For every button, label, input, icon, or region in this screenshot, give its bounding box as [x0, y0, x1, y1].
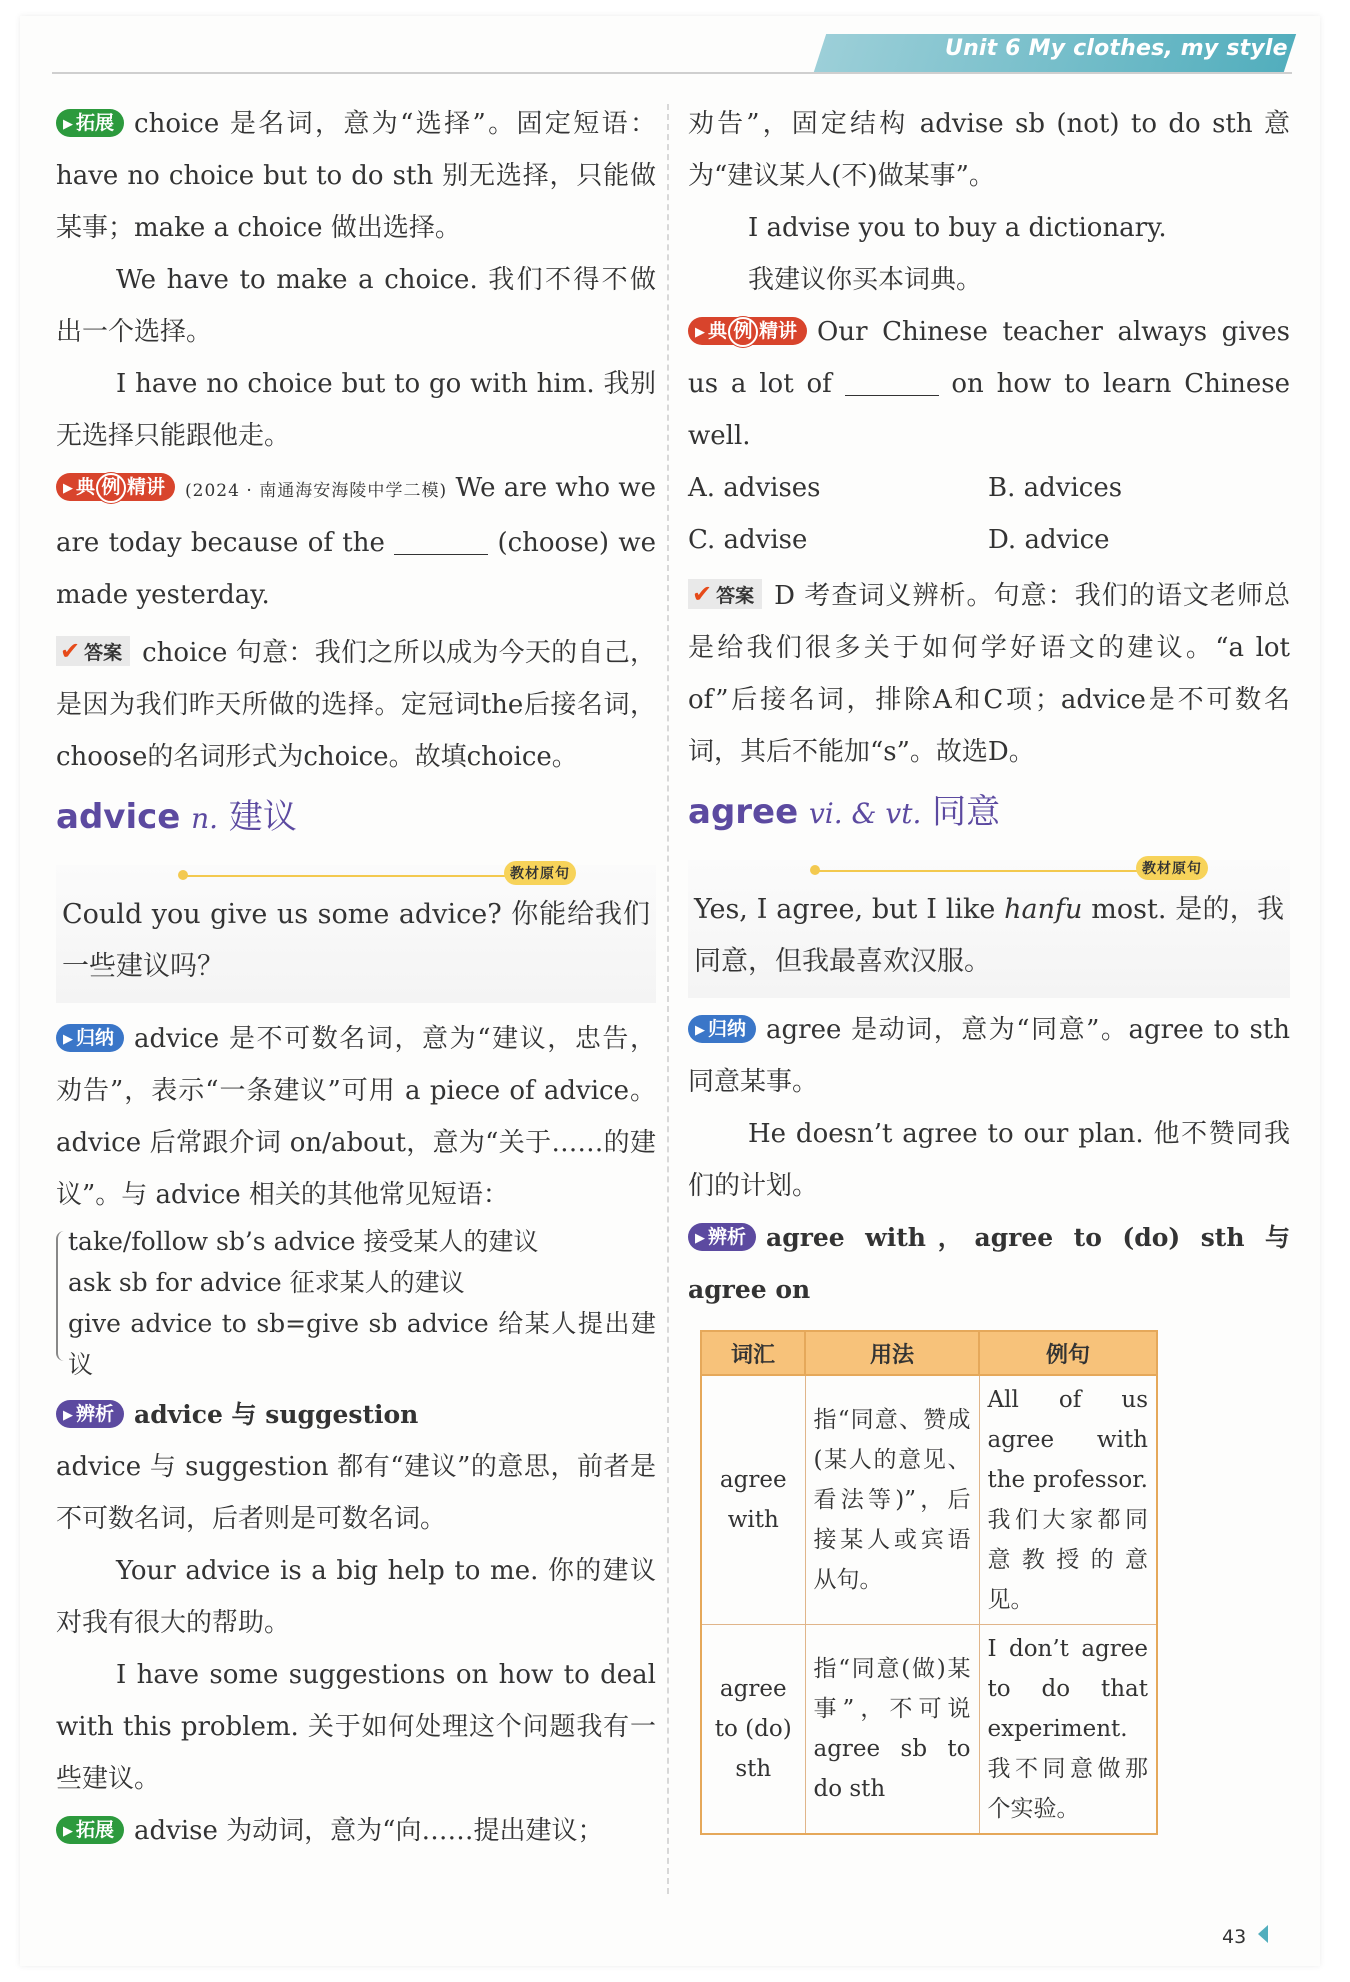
answer-blank: [394, 528, 488, 555]
triangle-icon: ▶: [63, 1408, 73, 1423]
triangle-icon: ▶: [63, 481, 73, 496]
word-heading: advice n. 建议: [56, 797, 297, 837]
expand-tag: ▶ 拓展: [56, 1816, 124, 1844]
option-b: B. advices: [988, 473, 1123, 503]
table-row: [701, 1375, 1157, 1625]
analysis-heading: ▶ 辨析 agree with，agree to (do) sth 与 agree on: [688, 1223, 1290, 1304]
page-arrow-icon: [1258, 1925, 1268, 1943]
example-translation: 我建议你买本词典。: [748, 265, 983, 295]
summary-paragraph: ▶ 归纳 agree 是动词，意为“同意”。agree to sth 同意某事。: [688, 1015, 1290, 1097]
table-cell: All of us agree with the professor. 我们大家都同意教授的意见。: [979, 1375, 1157, 1625]
triangle-icon: ▶: [63, 1824, 73, 1839]
brace-icon: [56, 1231, 68, 1361]
table-header: 例句: [979, 1331, 1157, 1375]
example-tag: ▶ 典 例 精讲: [688, 317, 807, 345]
exercise-question: ▶ 典 例 精讲 (2024 · 南通海安海陵中学二模) We are who we are today because of the (choose) we made yesterday.: [56, 473, 657, 610]
header-rule: [52, 72, 1292, 74]
right-column: [688, 98, 1290, 1835]
triangle-icon: ▶: [695, 1023, 705, 1038]
unit-title: Unit 6 My clothes, my style: [945, 36, 1288, 61]
example-tag: ▶ 典 例 精讲: [56, 473, 175, 501]
expand-paragraph: ▶ 拓展 advise 为动词，意为“向……提出建议；: [56, 1805, 656, 1857]
word-heading: agree vi. & vt. 同意: [688, 792, 1001, 832]
option-c: C. advise: [688, 525, 808, 555]
summary-tag: ▶ 归纳: [56, 1024, 124, 1052]
phrase-item: ask sb for advice 征求某人的建议: [68, 1268, 465, 1297]
answer-paragraph: ✔ 答案 choice 句意：我们之所以成为今天的自己，是因为我们昨天所做的选择。定冠词the后接名词，choose的名词形式为choice。故填choice。: [56, 637, 656, 772]
analysis-heading: ▶ 辨析 advice 与 suggestion: [56, 1389, 656, 1441]
answer-tag: ✔ 答案: [688, 579, 762, 609]
triangle-icon: ▶: [63, 117, 73, 132]
analysis-tag: ▶ 辨析: [56, 1400, 124, 1428]
table-cell: 指“同意(做)某事”，不可说 agree sb to do sth: [805, 1625, 979, 1835]
table-cell: I don’t agree to do that experiment. 我不同意做那个实验。: [979, 1625, 1157, 1835]
table-header-row: [701, 1331, 1157, 1375]
summary-tag: ▶ 归纳: [688, 1015, 756, 1043]
analysis-tag: ▶ 辨析: [688, 1223, 756, 1251]
check-icon: ✔: [692, 580, 713, 608]
expand-paragraph: ▶ 拓展 choice 是名词，意为“选择”。固定短语：have no choice but to do sth 别无选择，只能做某事；make a choice 做出选择。: [56, 109, 656, 243]
example-sentence: He doesn’t agree to our plan. 他不赞同我们的计划。: [688, 1119, 1290, 1201]
page-number: 43: [1222, 1926, 1247, 1948]
textbook-sentence: Could you give us some advice? 你能给我们一些建议吗？: [62, 899, 650, 982]
textbook-sentence: Yes, I agree, but I like hanfu most. 是的，我同意，但我最喜欢汉服。: [694, 894, 1284, 977]
option-d: D. advice: [988, 525, 1110, 555]
expand-tag: ▶ 拓展: [56, 109, 124, 137]
triangle-icon: ▶: [695, 325, 705, 340]
usage-table: [700, 1330, 1158, 1835]
table-header: 用法: [805, 1331, 979, 1375]
phrase-item: give advice to sb=give sb advice 给某人提出建议: [68, 1309, 656, 1379]
example-sentence: I have no choice but to go with him. 我别无选择只能跟他走。: [56, 369, 656, 451]
textbook-label: 教材原句: [504, 861, 576, 885]
example-sentence: Your advice is a big help to me. 你的建议对我有很大的帮助。: [56, 1556, 656, 1638]
example-sentence: I have some suggestions on how to deal with this problem. 关于如何处理这个问题我有一些建议。: [56, 1660, 656, 1794]
example-sentence: I advise you to buy a dictionary.: [748, 213, 1167, 243]
left-column: [56, 98, 656, 1857]
table-cell: agree with: [701, 1375, 805, 1625]
check-icon: ✔: [60, 637, 81, 665]
textbook-sentence-box: [688, 860, 1290, 998]
answer-paragraph: ✔ 答案 D 考查词义辨析。句意：我们的语文老师总是给我们很多关于如何学好语文的建议。“a lot of”后接名词，排除A和C项；advice是不可数名词，其后不能加“s”。故选D。: [688, 580, 1290, 767]
phrase-item: take/follow sb’s advice 接受某人的建议: [68, 1227, 539, 1256]
table-cell: 指“同意、赞成(某人的意见、看法等)”，后接某人或宾语从句。: [805, 1375, 979, 1625]
phrase-list: [56, 1221, 656, 1385]
summary-paragraph: ▶ 归纳 advice 是不可数名词，意为“建议，忠告，劝告”，表示“一条建议”可用 a piece of advice。advice 后常跟介词 on/about，意为“关于……的建议”。与 advice 相关的其他常见短语：: [56, 1024, 656, 1210]
textbook-label: 教材原句: [1136, 856, 1208, 880]
triangle-icon: ▶: [695, 1231, 705, 1246]
textbook-sentence-box: [56, 865, 656, 1003]
table-row: [701, 1625, 1157, 1835]
option-a: A. advises: [688, 473, 821, 503]
question-source: (2024 · 南通海安海陵中学二模): [185, 481, 448, 501]
expand-continued: 劝告”，固定结构 advise sb (not) to do sth 意为“建议某人(不)做某事”。: [688, 109, 1290, 191]
triangle-icon: ▶: [63, 1032, 73, 1047]
answer-tag: ✔ 答案: [56, 636, 130, 666]
analysis-text: advice 与 suggestion 都有“建议”的意思，前者是不可数名词，后者则是可数名词。: [56, 1452, 656, 1534]
exercise-question: ▶ 典 例 精讲 Our Chinese teacher always gives us a lot of on how to learn Chinese well.: [688, 317, 1291, 451]
table-header: 词汇: [701, 1331, 805, 1375]
table-cell: agree to (do) sth: [701, 1625, 805, 1835]
answer-blank: [845, 369, 939, 396]
example-sentence: We have to make a choice. 我们不得不做出一个选择。: [56, 265, 656, 347]
options: [688, 462, 1290, 566]
column-divider: [667, 104, 669, 1894]
